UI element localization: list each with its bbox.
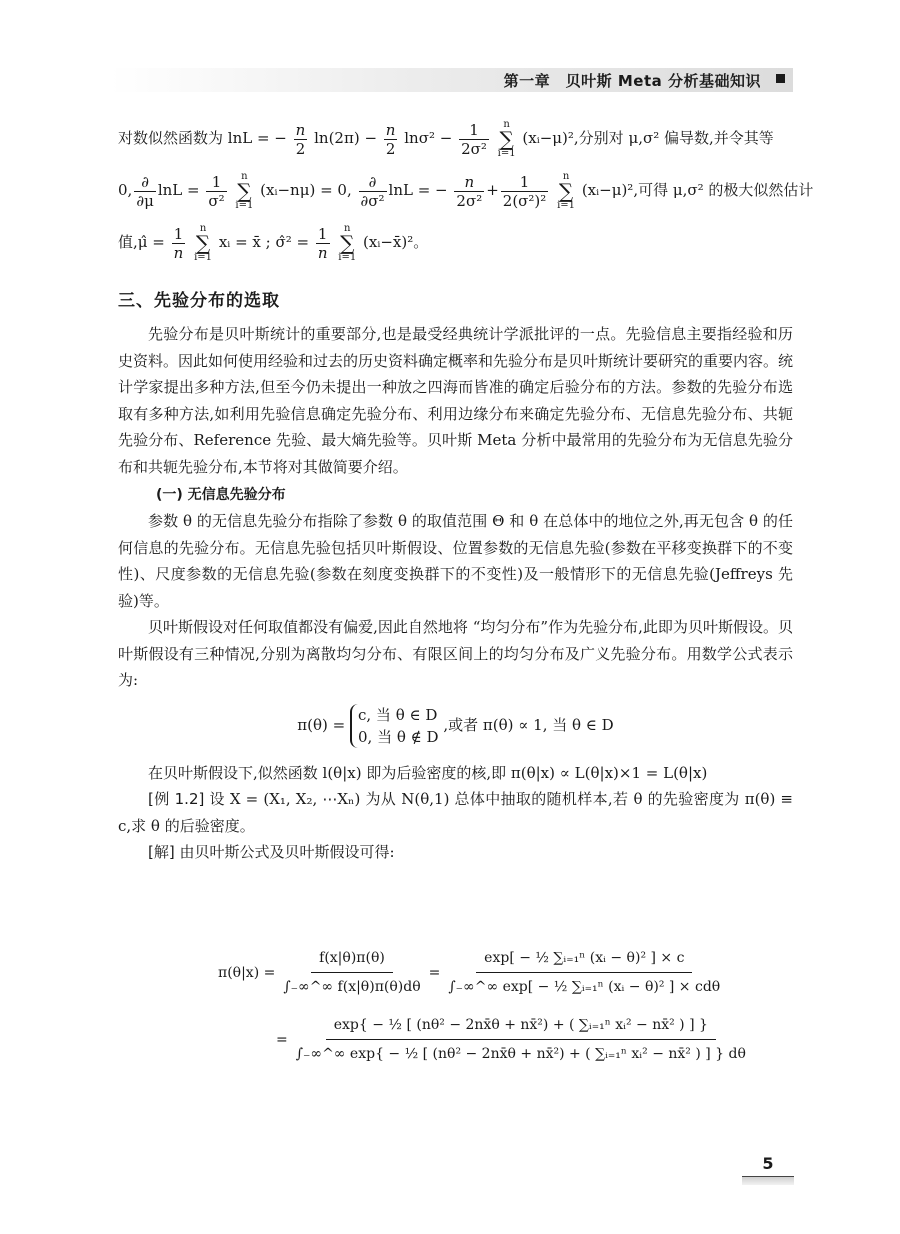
fraction — [316, 225, 330, 262]
chapter-title: 第一章 贝叶斯 Meta 分析基础知识 — [503, 72, 761, 90]
summation — [498, 120, 516, 159]
subsection-heading: (一) 无信息先验分布 — [156, 487, 286, 503]
sum-upper: n — [344, 222, 351, 234]
numerator: ∂ — [134, 173, 156, 192]
prior-equation — [118, 704, 793, 748]
text: 0, — [118, 181, 133, 199]
fraction — [459, 121, 489, 158]
paragraph: 贝叶斯假设对任何取值都没有偏爱,因此自然地将 “均匀分布”作为先验分布,此即为贝叶斯假设。贝叶斯假设有三种情况,分别为离散均匀分布、有限区间上的均匀分布及广义先验分布。用数学公式表示为: — [118, 618, 793, 689]
mle-line-2 — [118, 164, 814, 216]
case-1: c, 当 θ ∈ D — [358, 705, 438, 724]
denominator: n — [173, 243, 184, 262]
posterior-lhs: π(θ|x) = — [218, 964, 276, 981]
text: (xᵢ−nμ) = 0, — [260, 181, 352, 199]
text: (xᵢ−x̄)²。 — [363, 233, 429, 251]
numerator: exp[ − ½ ∑ᵢ₌₁ⁿ (xᵢ − θ)² ] × c — [476, 948, 692, 973]
denominator: 2(σ²)² — [502, 191, 547, 210]
equals-sign: = — [276, 1031, 288, 1048]
posterior-row-1 — [218, 948, 738, 997]
denominator: 2σ² — [461, 139, 487, 158]
numerator: 1 — [316, 225, 330, 244]
posterior-row-2 — [276, 1015, 746, 1064]
text: (xᵢ−μ)² — [581, 181, 634, 199]
denominator: ∂μ — [136, 191, 154, 210]
sum-lower: i=1 — [194, 251, 213, 263]
mle-line-3 — [118, 216, 793, 268]
sum-upper: n — [562, 170, 570, 182]
text: xᵢ = x̄ ; σ̂² = — [218, 233, 310, 251]
sum-lower: i=1 — [338, 251, 357, 263]
fraction — [288, 1015, 754, 1064]
sigma-icon: ∑ — [499, 126, 514, 151]
paragraph: 在贝叶斯假设下,似然函数 l(θ|x) 即为后验密度的核,即 π(θ|x) ∝ L(θ|x)×1 = L(θ|x) — [148, 763, 708, 782]
case-2: 0, 当 θ ∉ D — [358, 727, 439, 746]
equals-sign: = — [428, 964, 441, 981]
example-text: 设 X = (X₁, X₂, ⋯Xₙ) 为从 N(θ,1) 总体中抽取的随机样本,若 θ 的先验密度为 π(θ) ≡ c,求 θ 的后验密度。 — [118, 790, 793, 835]
numerator: exp{ − ½ [ (nθ² − 2nx̄θ + nx̄²) + ( ∑ᵢ₌₁ⁿ xᵢ² − nx̄² ) ] } — [326, 1015, 716, 1040]
page-body — [118, 112, 814, 866]
denominator: σ² — [208, 191, 225, 210]
sum-upper: n — [241, 170, 248, 182]
sum-upper: n — [199, 222, 207, 234]
solution-label: [解] — [148, 843, 175, 861]
numerator: 1 — [172, 225, 186, 244]
numerator: n — [295, 120, 306, 139]
sigma-icon: ∑ — [558, 178, 574, 203]
numerator: n — [454, 173, 484, 192]
running-header — [110, 68, 793, 92]
sum-lower: i=1 — [235, 199, 254, 211]
fraction — [501, 173, 549, 210]
denominator: 2 — [385, 139, 396, 158]
example-label: [例 1.2] — [148, 790, 205, 808]
text: lnL = − — [388, 181, 448, 199]
fraction — [359, 173, 387, 210]
text: ,分别对 μ,σ² 偏导数,并令其等 — [573, 129, 774, 147]
denominator: ∫₋∞^∞ exp{ − ½ [ (nθ² − 2nx̄θ + nx̄²) + ( ∑ᵢ₌₁ⁿ xᵢ² − nx̄² ) ] } dθ — [295, 1046, 746, 1062]
fraction — [134, 173, 156, 210]
text: lnL = — [157, 181, 200, 199]
fraction — [454, 173, 484, 210]
text: ,可得 μ,σ² 的极大似然估计 — [633, 181, 814, 199]
paragraph: 参数 θ 的无信息先验分布指除了参数 θ 的取值范围 Θ 和 θ 在总体中的地位之外,再无包含 θ 的任何信息的先验分布。无信息先验包括贝叶斯假设、位置参数的无信息先验(参数在平移变换群下的不变性)、尺度参数的无信息先验(参数在刻度变换群下的不变性)及一般情形下的无信息先验(Jeffreys 先验)等。 — [118, 512, 793, 610]
square-icon — [776, 74, 785, 83]
section-heading: 三、先验分布的选取 — [118, 291, 280, 311]
text: (xᵢ−μ)² — [522, 129, 574, 147]
text: 对数似然函数为 lnL = − — [118, 129, 287, 147]
sum-lower: i=1 — [497, 147, 516, 159]
fraction — [172, 225, 186, 262]
summation — [235, 172, 253, 211]
posterior-derivation — [218, 948, 746, 1064]
fraction — [440, 948, 728, 997]
fraction — [294, 121, 308, 158]
fraction — [206, 173, 226, 210]
denominator: n — [317, 243, 328, 262]
summation — [194, 224, 212, 263]
equation-rhs: ,或者 π(θ) ∝ 1, 当 θ ∈ D — [443, 715, 614, 734]
example — [118, 786, 793, 839]
sum-lower: i=1 — [557, 199, 576, 211]
sigma-icon: ∑ — [340, 230, 355, 255]
text: + — [486, 181, 499, 199]
sigma-icon: ∑ — [195, 230, 211, 255]
denominator: 2 — [295, 139, 306, 158]
paragraph: 先验分布是贝叶斯统计的重要部分,也是最受经典统计学派批评的一点。先验信息主要指经验和历史资料。因此如何使用经验和过去的历史资料确定概率和先验分布是贝叶斯统计要研究的重要内容。统计学家提出多种方法,但至今仍未提出一种放之四海而皆准的确定后验分布的方法。参数的先验分布选取有多种方法,如利用先验信息确定先验分布、利用边缘分布来确定先验分布、无信息先验分布、共轭先验分布、Reference 先验、最大熵先验等。贝叶斯 Meta 分析中最常用的先验分布为无信息先验分布和共轭先验分布,本节将对其做简要介绍。 — [118, 325, 794, 476]
sigma-icon: ∑ — [237, 178, 252, 203]
denominator: 2σ² — [456, 191, 483, 210]
denominator: ∫₋∞^∞ f(x|θ)π(θ)dθ — [283, 979, 421, 995]
denominator: ∂σ² — [360, 191, 385, 210]
text: ln(2π) − — [314, 129, 378, 147]
summation — [557, 172, 575, 211]
page-number: 5 — [762, 1154, 774, 1173]
text: lnσ² − — [404, 129, 453, 147]
sum-upper: n — [503, 118, 510, 130]
numerator: 1 — [459, 121, 489, 140]
numerator: n — [385, 120, 396, 139]
fraction — [275, 948, 428, 997]
summation — [338, 224, 356, 263]
solution — [118, 839, 793, 866]
numerator: ∂ — [359, 173, 387, 192]
text: 值,μ̂ = — [118, 233, 165, 251]
numerator: f(x|θ)π(θ) — [311, 948, 393, 973]
numerator: 1 — [206, 173, 226, 192]
solution-text: 由贝叶斯公式及贝叶斯假设可得: — [179, 843, 395, 861]
numerator: 1 — [501, 173, 549, 192]
denominator: ∫₋∞^∞ exp[ − ½ ∑ᵢ₌₁ⁿ (xᵢ − θ)² ] × cdθ — [448, 979, 721, 995]
equation-lhs: π(θ) = — [297, 715, 346, 734]
fraction — [384, 121, 398, 158]
mle-line-1 — [118, 112, 793, 164]
cases — [350, 704, 439, 748]
page-number-bar — [742, 1176, 794, 1185]
